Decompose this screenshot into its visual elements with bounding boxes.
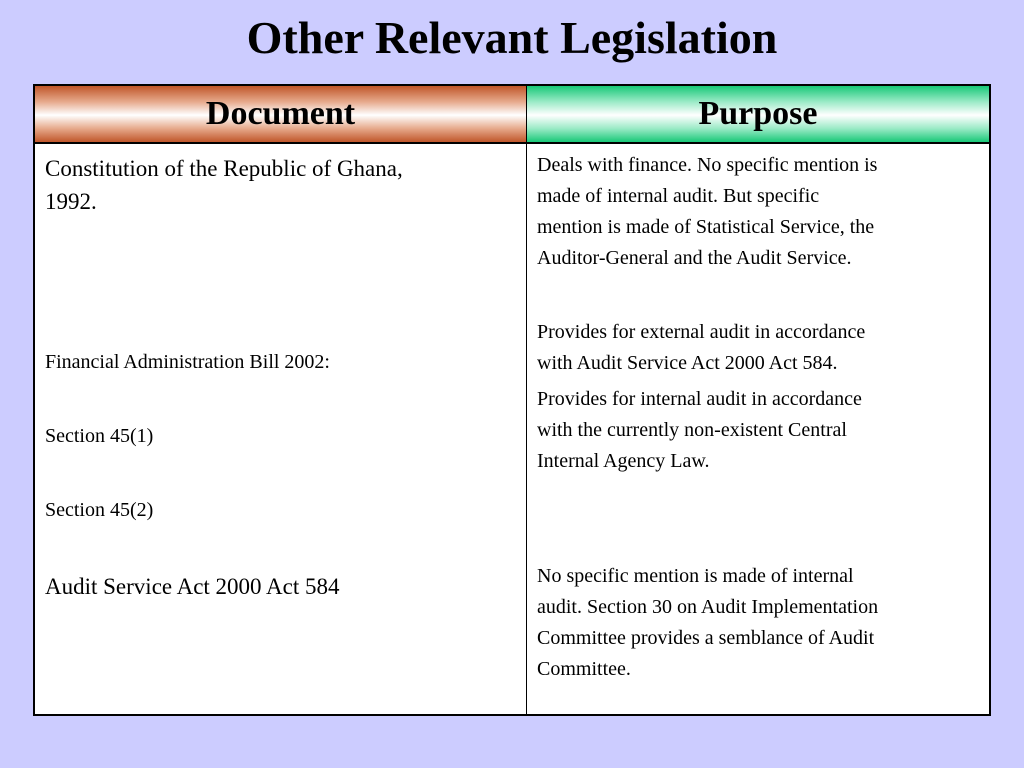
- slide-title: Other Relevant Legislation: [246, 12, 778, 63]
- purpose-column-header: Purpose: [527, 86, 989, 142]
- purpose-item-section-45-2: Provides for internal audit in accordance with the currently non-existent Central Internal Agency Law.: [537, 388, 862, 472]
- document-item-financial-administration-bill: Financial Administration Bill 2002:: [45, 351, 330, 373]
- purpose-item-constitution: Deals with finance. No specific mention is made of internal audit. But specific mention is made of Statistical Service, the Auditor-General and the Audit Service.: [537, 154, 878, 269]
- table-header-row: [35, 86, 989, 144]
- legislation-table: [33, 84, 991, 716]
- document-column-header: Document: [35, 86, 526, 142]
- column-divider: [526, 86, 527, 714]
- document-item-constitution: Constitution of the Republic of Ghana, 1992.: [45, 156, 403, 214]
- document-item-section-45-1: Section 45(1): [45, 425, 154, 447]
- document-item-audit-service-act: Audit Service Act 2000 Act 584: [45, 574, 340, 599]
- document-item-section-45-2: Section 45(2): [45, 499, 154, 521]
- purpose-item-section-45-1: Provides for external audit in accordance with Audit Service Act 2000 Act 584.: [537, 321, 866, 374]
- purpose-item-audit-service-act: No specific mention is made of internal audit. Section 30 on Audit Implementation Committee provides a semblance of Audit Committee.: [537, 565, 879, 680]
